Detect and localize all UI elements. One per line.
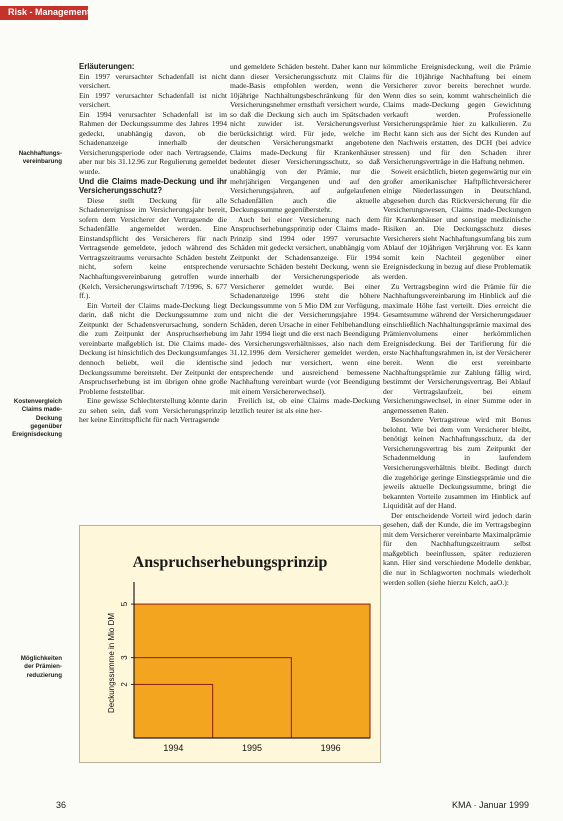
paragraph: Ein 1997 verursachter Schadenfall ist nicht versichert. <box>79 71 227 91</box>
section-header <box>0 6 91 20</box>
page-number: 36 <box>56 800 67 810</box>
margin-note-line: der Prämien- <box>24 663 62 671</box>
margin-note-kostenvergleich <box>2 398 62 440</box>
text-column-2 <box>230 62 380 514</box>
y-tick-label: 3 <box>120 655 129 660</box>
paragraph: Diese stellt Deckung für alle Schadenereignisse im Versicherungsjahr bereit, sofern dem Versicherer der Vertragsende die Schadenfälle angemeldet werden. Eine Einstandspflicht des Versicherers für nach Vertragsende gemeldete, jedoch während des Vertragszeitraums verursachte Schäden besteht nicht, sofern keine entsprechende Nachhaftungsvereinbarung getroffen wurde (Kelch, Versicherungswirtschaft 7/1996, S. 677 ff.). <box>79 195 227 301</box>
journal-footer: KMA · Januar 1999 <box>452 800 530 810</box>
y-axis-label: Deckungssumme in Mio DM <box>107 612 116 714</box>
margin-note-line: reduzierung <box>26 671 62 679</box>
coverage-area <box>134 604 370 738</box>
x-tick-label: 1995 <box>241 743 263 753</box>
margin-note-line: Kostenvergleich <box>13 398 62 405</box>
paragraph: Ein 1994 verursachter Schadenfall ist im Rahmen der Deckungssumme des Jahres 1994 gedeckt, unabhängig davon, ob die Schadenanzeige innerhalb der Versicherungsperiode oder nach Vertragsende, aber nur bis 31.12.96 zur Regulierung gemeldet wurde. <box>79 109 227 177</box>
paragraph: kömmliche Ereignisdeckung, weil die Prämie für die 10jährige Nachhaftung bei einem Versicherer zuvor bereits berechnet wurde. Wenn dies so sein, kommt wahrscheinlich die Claims made-Deckung gegen Gewichtung verkauft werden. Professionelle Versicherungsprämie hier zu kalkulieren. Zu Recht kann sich aus der Sicht des Kunden auf den Nachweis erstatten, des DCH (bei advice stressen) und für den Schaden ihrer Versicherungsverträge in die Haftung nehmen. <box>383 62 531 167</box>
margin-note-line: Möglichkeiten <box>20 655 62 662</box>
paragraph: Zu Vertragsbeginn wird die Prämie für die Nachhaftungsvereinbarung im Hinblick auf die maximale Höhe fast verteilt. Dies erreicht die Gesamtsumme während der Versicherungsdauer einschließlich Nachhaltungsprämie maximal des Prämienvolumens einer herkömmlichen Ereignisdeckung. Bei der Tarifierung für die erste Nachhaftungsrahmen in, ist der Versicherer bereit. Wenn die erst vereinbarte Nachhaftungsprämie zur Zahlung fällig wird, bestimmt der Versicherungsvertrag. Bei Ablauf der Vertragslaufzeit, bei einem Versicherungswechsel, in einer Summe oder in angemessenen Raten. <box>383 281 531 415</box>
paragraph: Ein 1997 verursachter Schadenfall ist nicht versichert. <box>79 90 227 110</box>
paragraph: Besondere Vertragstreue wird mit Bonus belohnt. Wie bei dem vom Versicherer bleibt, benötigt keinen Nachhaftungsschutz, da der Versicherungsvertrag bis zum Zeitpunkt der Schadenmeldung in laufendem Versicherungsverhältnis bleibt. Bedingt durch die zugehörige geringe Einstiegsprämie und die jeweils aktuelle Deckungssumme, bringt die bekannten Vorteile zusammen im Hinblick auf Liquidität auf der Hand. <box>383 415 531 511</box>
chart-container <box>79 525 381 763</box>
subheading: Und die Claims made-Deckung und ihr Versicherungsschutz? <box>79 176 227 196</box>
margin-note-line: Deckung <box>35 414 62 422</box>
paragraph: Ein Vorteil der Claims made-Deckung liegt darin, daß nicht die Deckungssumme zum Zeitpunkt der Schadensverursachung, sondern die zum Zeitpunkt der Anspruchserhebung vereinbarte maßgeblich ist. Die Claims made-Deckung ist hinsichtlich des Deckungsumfanges dennoch beliebt, weil die identische Deckungssumme bereitsteht. Der Zeitpunkt der Anspruchserhebung ist im übrigen ohne große Probleme feststellbar. <box>79 300 227 396</box>
paragraph: Eine gewisse Schlechterstellung könnte darin zu sehen sein, daß vom Versicherungsprinzip her keine Einrittspflicht für nach Vertragsende <box>79 396 227 425</box>
margin-note-line: Ereignisdeckung <box>12 431 62 439</box>
margin-note-line: Claims made- <box>21 406 62 414</box>
subheading: Erläuterungen: <box>79 62 135 71</box>
margin-note-line: Nachhaftungs- <box>18 150 62 157</box>
paragraph: Der entscheidende Vorteil wird jedoch darin gesehen, daß der Kunde, die im Vertragsbeginn mit dem Versicherer vereinbarte Maximalprämie für den Nachhaftungszeitraum selbst maßgeblich beeinflussen, später reduzieren kann. Hier sind verschiedene Modelle denkbar, die nur in Schlagworten nochmals wiederholt werden sollen (siehe hierzu Kelch, aaO.): <box>383 510 531 587</box>
paragraph: Freilich ist, ob eine Claims made-Deckung letztlich teurer ist als eine her- <box>230 396 380 415</box>
paragraph: Soweit ersichtlich, bieten gegenwärtig nur ein großer amerikanischer Haftpflichtversicherer einige Niederlassungen in Deutschland, abgesehen durch das Rückversicherung für die Versicherungswesen, Claims made-Deckungen für Krankenhäuser und sonstige medizinische Risiken an. Die Deckungsschutz dieses Versicherers sieht Nachhaftungsumfang bis zum Ablauf der 10jährigen Verjährung vor. Es kann somit kein Nachteil gegenüber einer Ereignisdeckung in bezug auf diese Problematik werden. <box>383 167 531 282</box>
chart-title: Anspruchserhebungsprinzip <box>132 554 328 571</box>
x-tick-label: 1994 <box>163 743 184 753</box>
y-tick-label: 2 <box>120 682 129 687</box>
section-title: Risk - Management <box>8 7 91 17</box>
margin-note-nachhaftung <box>2 150 62 167</box>
y-tick-label: 5 <box>120 601 129 607</box>
margin-note-praemienreduzierung <box>2 655 62 680</box>
margin-note-line: vereinbarung <box>22 158 62 166</box>
paragraph: Auch bei einer Versicherung nach dem Anspruchserhebungsprinzip oder Claims made-Prinzip sind 1994 oder 1997 verursachte Schäden mit gedeckt versichert, unabhängig vom Zeitpunkt der Schadensanzeige. Für 1994 verursachte Schäden besteht Deckung, wenn sie innerhalb der Versicherungsperiode als Versicherer gemeldet wurde. Bei einer Schadenanzeige 1996 steht die höhere Deckungssumme von 5 Mio DM zur Verfügung, und nicht die der Versicherungsjahre 1994. Schäden, deren Ursache in einer Fehlbehandlung im Jahr 1994 liegt und die erst nach Beendigung des Versicherungsverhältnisses, also nach dem 31.12.1996 dem Versicherer gemeldet werden, sind jedoch nur versichert, wenn eine entsprechende und ausreichend bemessene Nachhaftung vereinbart wurde (vor Beendigung mit einem Versichererwechsel). <box>230 214 380 396</box>
margin-note-line: gegenüber <box>30 423 62 431</box>
paragraph: und gemeldete Schäden besteht. Daher kann nur dann dieser Versicherungsschutz mit Claims made-Basis empfohlen werden, wenn die 10jährige Nachhaltungsbeschränkung für den Versicherungsnehmer ernsthaft versichert wurde, so daß die Deckung sich auch im Spätschaden nicht zuwider ist. Versicherungsverlust berücksichtigt wird. Für jede, welche im deutschen Versicherungsmarkt angebotene Claims made-Deckung für Krankenhäuser bedeutet dieser Versicherungsschutz, so daß unabhängig von der Prämie, nur die mehrjährigen Vergangenen und auf den Versicherungsjahren, auf aufgelaufenen Schadenfällen auch die aktuelle Deckungssumme gegenübersteht. <box>230 62 380 215</box>
text-column-1 <box>79 62 227 514</box>
x-tick-label: 1996 <box>320 743 341 753</box>
text-column-3 <box>383 62 531 778</box>
